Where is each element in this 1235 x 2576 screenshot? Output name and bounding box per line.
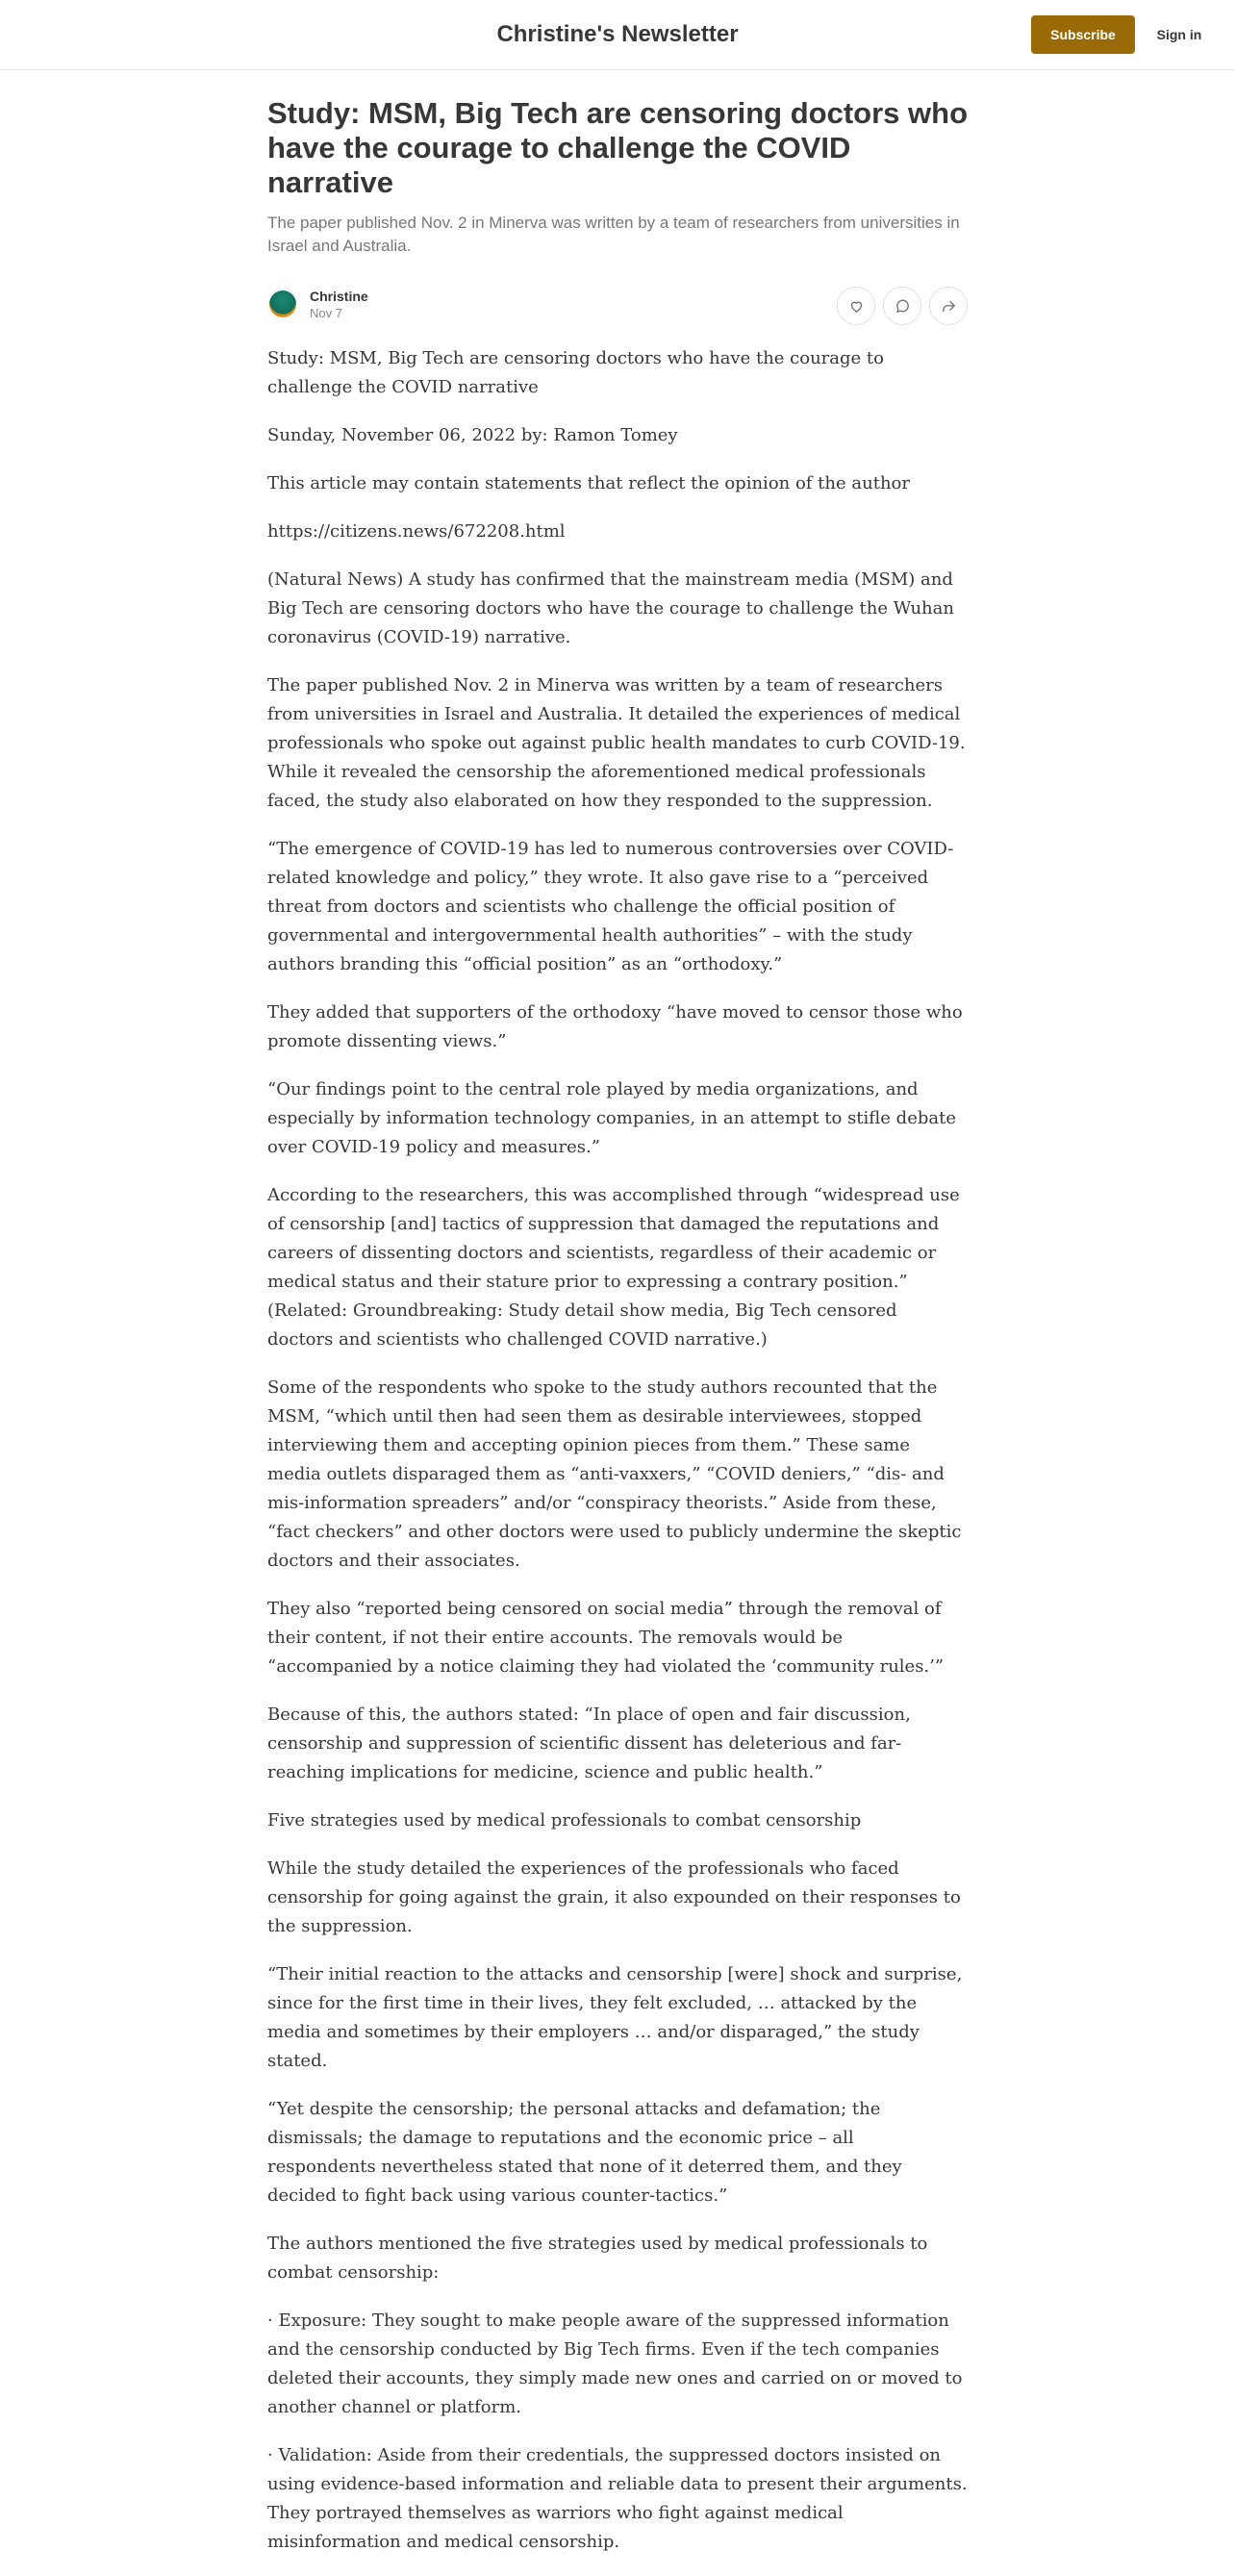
- post-content: [267, 96, 968, 2576]
- post-body: [267, 344, 968, 2557]
- sign-in-button[interactable]: Sign in: [1145, 15, 1214, 54]
- comment-button[interactable]: [883, 287, 921, 325]
- subscribe-button[interactable]: Subscribe: [1031, 15, 1135, 54]
- post-date: Nov 7: [310, 306, 342, 320]
- body-paragraph: They also “reported being censored on social media” through the removal of their content, if not their entire accounts. The removals would be “accompanied by a notice claiming they had violated the ‘community rules.’”: [267, 1599, 945, 1677]
- publication-name[interactable]: Christine's Newsletter: [496, 21, 739, 47]
- post-meta: [267, 285, 968, 327]
- body-paragraph: The authors mentioned the five strategies used by medical professionals to combat censorship:: [267, 2234, 928, 2283]
- body-paragraph: “The emergence of COVID-19 has led to numerous controversies over COVID-related knowledge and policy,” they wrote. It also gave rise to a “perceived threat from doctors and scientists who challenge the official position of governmental and intergovernmental health authorities” – with the study authors branding this “official position” as an “orthodoxy.”: [267, 839, 954, 974]
- body-paragraph: Some of the respondents who spoke to the study authors recounted that the MSM, “which until then had seen them as desirable interviewees, stopped interviewing them and accepting opinion pieces from them.” These same media outlets disparaged them as “anti-vaxxers,” “COVID deniers,” “dis- and mis-information spreaders” and/or “conspiracy theorists.” Aside from these, “fact checkers” and other doctors were used to publicly undermine the skeptic doctors and their associates.: [267, 1377, 962, 1571]
- body-paragraph: This article may contain statements that reflect the opinion of the author: [267, 473, 910, 493]
- body-paragraph: Sunday, November 06, 2022 by: Ramon Tomey: [267, 425, 678, 445]
- comment-icon: [895, 298, 911, 315]
- top-navigation-bar: [0, 0, 1235, 70]
- body-paragraph: According to the researchers, this was accomplished through “widespread use of censorship [and] tactics of suppression that damaged the reputations and careers of dissenting doctors and scientists, regardless of their academic or medical status and their stature prior to expressing a contrary position.” (Related: Groundbreaking: Study detail show media, Big Tech censored doctors and scientists who challenged COVID narrative.): [267, 1185, 960, 1350]
- body-paragraph: Study: MSM, Big Tech are censoring doctors who have the courage to challenge the COVID narrative: [267, 348, 884, 397]
- heart-icon: [848, 298, 865, 315]
- body-paragraph: While the study detailed the experiences of the professionals who faced censorship for going against the grain, it also expounded on their responses to the suppression.: [267, 1858, 961, 1936]
- body-paragraph: “Their initial reaction to the attacks and censorship [were] shock and surprise, since for the first time in their lives, they felt excluded, … attacked by the media and sometimes by their employers … and/or disparaged,” the study stated.: [267, 1964, 963, 2071]
- body-paragraph: They added that supporters of the orthodoxy “have moved to censor those who promote dissenting views.”: [267, 1002, 963, 1051]
- like-button[interactable]: [837, 287, 875, 325]
- author-name[interactable]: Christine: [310, 289, 368, 304]
- body-paragraph: “Our findings point to the central role played by media organizations, and especially by information technology companies, in an attempt to stifle debate over COVID-19 policy and measures.”: [267, 1079, 956, 1157]
- body-paragraph: Five strategies used by medical professionals to combat censorship: [267, 1810, 862, 1831]
- list-item: · Validation: Aside from their credentials, the suppressed doctors insisted on using evidence-based information and reliable data to present their arguments. They portrayed themselves as warriors who fight against medical misinformation and medical censorship.: [267, 2445, 968, 2552]
- body-paragraph: (Natural News) A study has confirmed that the mainstream media (MSM) and Big Tech are censoring doctors who have the courage to challenge the Wuhan coronavirus (COVID-19) narrative.: [267, 569, 954, 647]
- body-paragraph: The paper published Nov. 2 in Minerva was written by a team of researchers from universities in Israel and Australia. It detailed the experiences of medical professionals who spoke out against public health mandates to curb COVID-19. While it revealed the censorship the aforementioned medical professionals faced, the study also elaborated on how they responded to the suppression.: [267, 675, 966, 811]
- body-paragraph: Because of this, the authors stated: “In place of open and fair discussion, censorship and suppression of scientific dissent has deleterious and far-reaching implications for medicine, science and public health.”: [267, 1705, 911, 1782]
- post-subtitle: The paper published Nov. 2 in Minerva was written by a team of researchers from universities in Israel and Australia.: [267, 214, 960, 255]
- list-item: · Exposure: They sought to make people aware of the suppressed information and the censorship conducted by Big Tech firms. Even if the tech companies deleted their accounts, they simply made new ones and carried on or moved to another channel or platform.: [267, 2311, 963, 2417]
- post-title: Study: MSM, Big Tech are censoring doctors who have the courage to challenge the COVID narrative: [267, 96, 969, 199]
- share-button[interactable]: [929, 287, 968, 325]
- author-avatar[interactable]: [267, 289, 298, 319]
- source-link[interactable]: https://citizens.news/672208.html: [267, 521, 566, 542]
- share-icon: [941, 298, 957, 315]
- body-paragraph: “Yet despite the censorship; the personal attacks and defamation; the dismissals; the damage to reputations and the economic price – all respondents nevertheless stated that none of it deterred them, and they decided to fight back using various counter-tactics.”: [267, 2099, 902, 2206]
